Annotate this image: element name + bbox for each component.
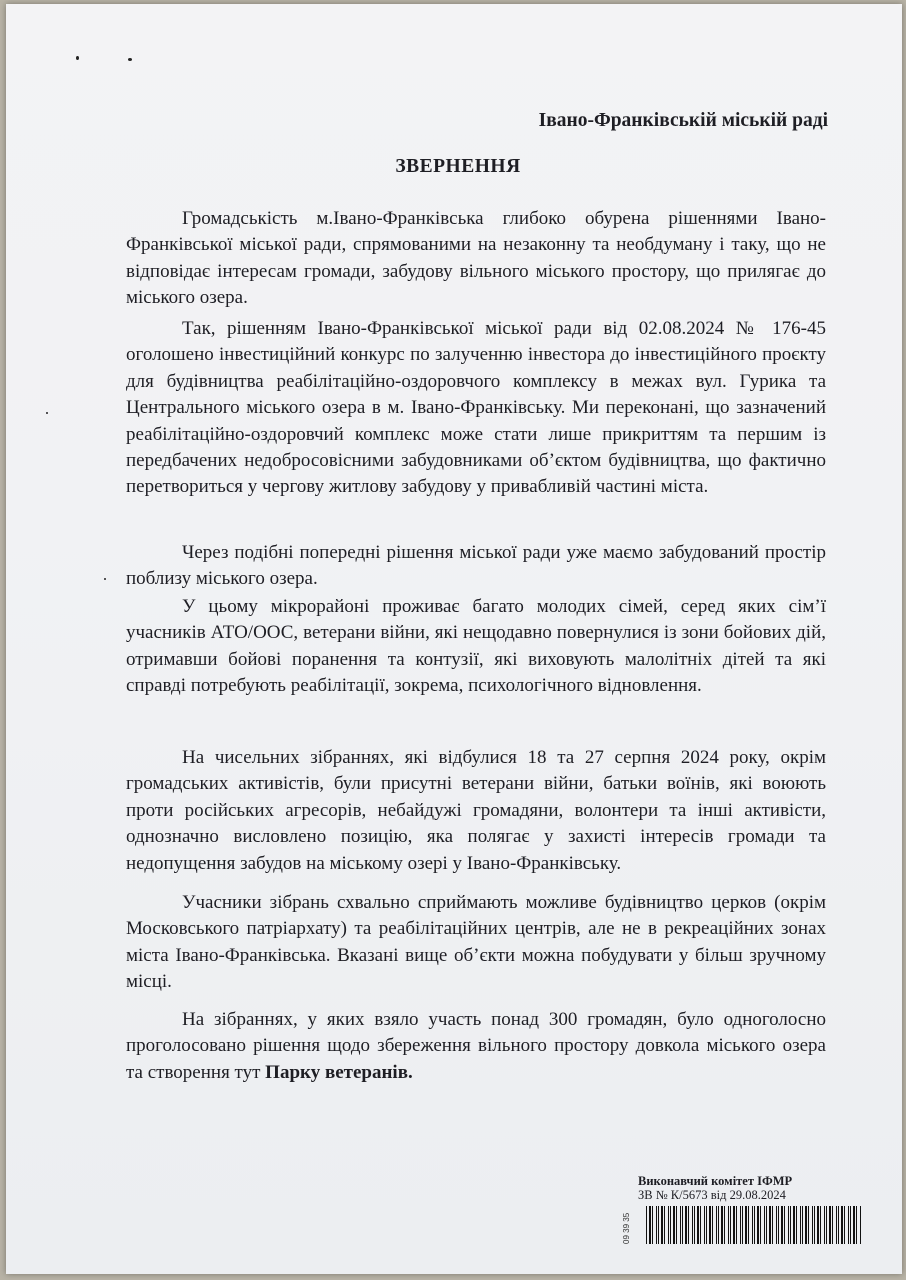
paragraph-text: У цьому мікрорайоні проживає багато молодих сімей, серед яких сім’ї учасників АТО/ООС, ветерани війни, які нещодавно повернулися із зони бойових дій, отримавши бойові поранення та контузії, які виховують малолітніх дітей та які справді потребують реабілітації, зокрема, психологічного відновлення. [126,596,826,697]
stamp-side-code: 09 39 35 [622,1212,631,1244]
paragraph-1 [126,206,826,312]
paragraph-text: Учасники зібрань схвально сприймають можливе будівництво церков (окрім Московського патріархату) та реабілітаційних центрів, але не в рекреаційних зонах міста Івано-Франківська. Вказані вище об’єкти можна побудувати у більш зручному місці. [126,892,826,993]
paragraph-text: Так, рішенням Івано-Франківської міської ради від 02.08.2024 № 176-45 оголошено інвестиційний конкурс по залученню інвестора до інвестиційного проєкту для будівництва реабілітаційно-оздоровчого комплексу в межах вул. Гурика та Центрального міського озера в м. Івано-Франківську. Ми переконані, що зазначений реабілітаційно-оздоровчий комплекс може стати лише прикриттям та першим із передбачених недобросовісними забудовниками об’єктом будівництва, що фактично перетвориться у чергову житлову забудову у привабливій частині міста. [126,318,826,498]
paragraph-5 [126,745,826,877]
document-title: ЗВЕРНЕННЯ [395,156,521,177]
addressee: Івано-Франківській міській раді [538,110,828,131]
paragraph-7 [126,1007,826,1086]
paragraph-3 [126,540,826,593]
paragraph-text: На чисельних зібраннях, які відбулися 18 та 27 серпня 2024 року, окрім громадських активістів, були присутні ветерани війни, батьки воїнів, які воюють проти російських агресорів, небайдужі громадяни, волонтери та інші активісти, однозначно висловлено позицію, яка полягає у захисті інтересів громади та недопущення забудов на міському озері у Івано-Франківську. [126,747,826,874]
paragraph-text-main: На зібраннях, у яких взяло участь понад 300 громадян, було одноголосно проголосовано рішення щодо збереження вільного простору довкола міського озера та створення тут [126,1009,826,1083]
paragraph-6 [126,890,826,996]
paragraph-text: Через подібні попередні рішення міської ради уже маємо забудований простір поблизу міського озера. [126,542,826,590]
document-page [6,4,902,1274]
paper-speck [76,56,79,60]
paragraph-4 [126,594,826,700]
veterans-park-highlight: Парку ветеранів. [265,1061,413,1083]
stamp-organization: Виконавчий комітет ІФМР [638,1174,793,1188]
stamp-registration-number: ЗВ № К/5673 від 29.08.2024 [638,1188,786,1202]
paper-speck [104,578,106,580]
paper-speck [46,412,48,414]
barcode [646,1206,862,1244]
paper-speck [128,58,132,61]
paragraph-text [126,1007,826,1086]
paragraph-2 [126,316,826,501]
registration-stamp [638,1174,868,1202]
paragraph-text: Громадськість м.Івано-Франківська глибоко обурена рішеннями Івано-Франківської міської ради, спрямованими на незаконну та необдуману і таку, що не відповідає інтересам громади, забудову вільного міського простору, що прилягає до міського озера. [126,208,826,309]
